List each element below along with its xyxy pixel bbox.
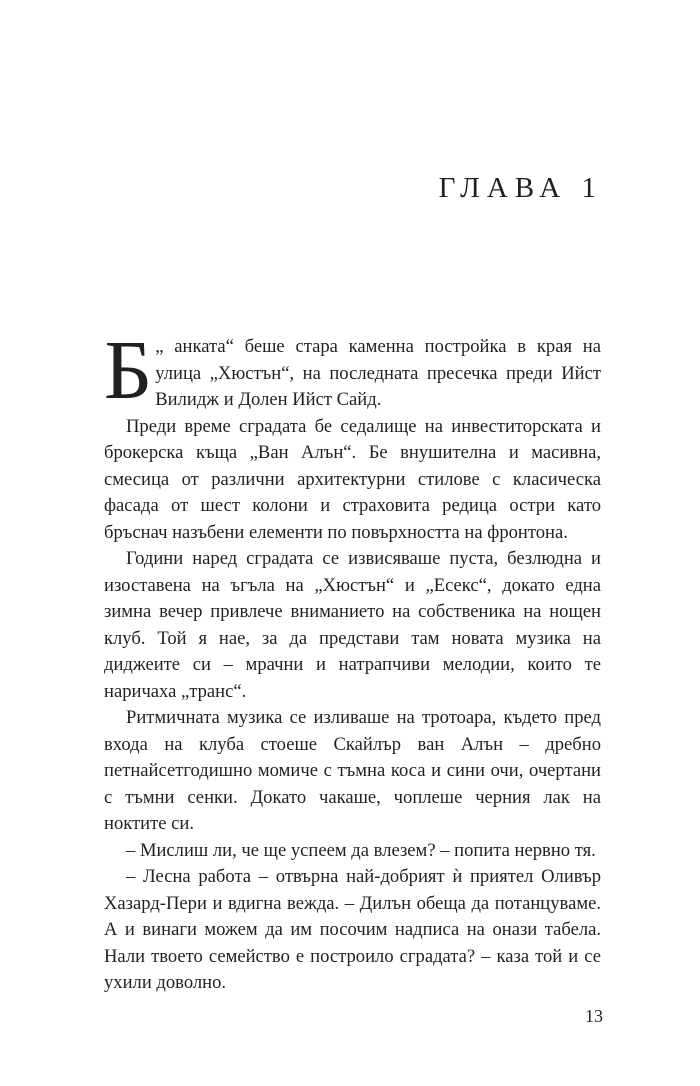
- paragraph-5: – Мислиш ли, че ще успеем да влезем? – попита нервно тя.: [126, 839, 596, 861]
- paragraph-3: Години наред сградата се извисяваше пуста, безлюдна и изоставена на ъгъла на „Хюстън“ и „Есекс“, докато една зимна вечер привлече вниманието на собственика на нощен клуб. Той я нае, за да представи там новата музика на диджеите си – мрачни и натрапчиви мелодии, които те наричаха „транс“.: [104, 548, 601, 702]
- paragraph-1-text: „ анката“ беше стара каменна постройка в края на улица „Хюстън“, на последната пресечка преди Ийст Вилидж и Долен Ийст Сайд.: [155, 336, 601, 410]
- chapter-text: [104, 324, 601, 997]
- paragraph-2: Преди време сградата бе седалище на инвеститорската и брокерска къща „Ван Алън“. Бе внушителна и масивна, смесица от различни архитектурни стилове с класическа фасада от шест колони и страховита редица остри като бръснач назъбени елементи по повърхността на фронтона.: [104, 415, 601, 543]
- page-number: 13: [585, 1006, 603, 1026]
- paragraph-4: Ритмичната музика се изливаше на тротоара, където пред входа на клуба стоеше Скайлър ван Алън – дребно петнайсетгодишно момиче с тъмна коса и сини очи, очертани с тъмни сенки. Докато чакаше, чоплеше черния лак на ноктите си.: [104, 707, 601, 834]
- chapter-title: ГЛАВА 1: [438, 172, 603, 204]
- paragraph-6: – Лесна работа – отвърна най-добрият ѝ приятел Оливър Хазард-Пери и вдигна вежда. – Дилън обеща да потанцуваме. А и винаги можем да им посочим надписа на онази табела. Нали твоето семейство е построило сградата? – каза той и се ухили доволно.: [104, 866, 601, 993]
- paragraph-1: [104, 324, 601, 417]
- drop-cap: Б: [104, 324, 153, 417]
